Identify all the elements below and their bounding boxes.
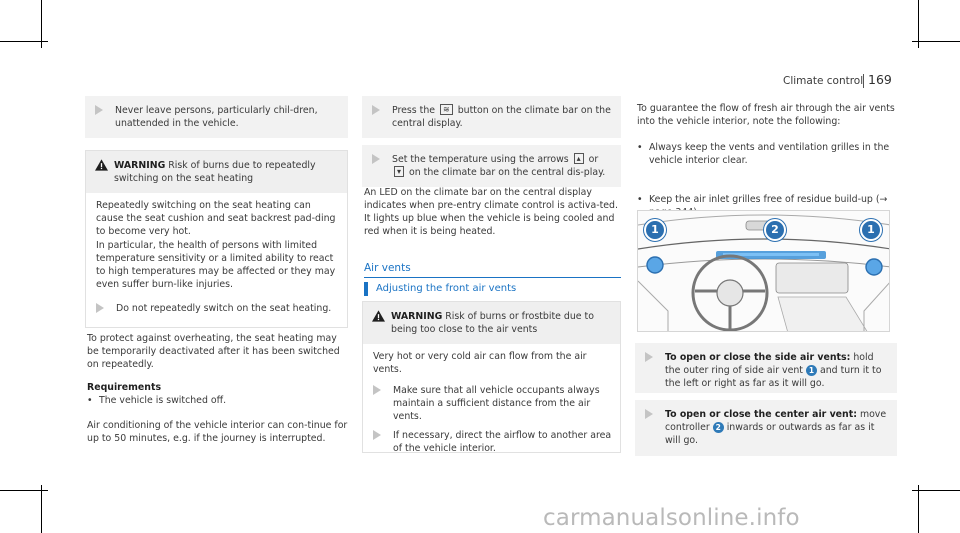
- triangle-right-icon: [373, 430, 381, 440]
- warning-header: [363, 302, 620, 344]
- subsection-heading: Adjusting the front air vents: [376, 283, 517, 294]
- step-text: Press the: [392, 105, 436, 116]
- paragraph-led: An LED on the climate bar on the central display indicates when pre-entry climate control is activa-ted. It lights up blue when the vehicle is being cooled and red when it is being heated.: [364, 187, 618, 237]
- warning-paragraph: Very hot or very cold air can flow from the air vents.: [373, 351, 587, 375]
- arrow-down-icon: ▾: [394, 166, 404, 177]
- warning-header: [86, 151, 347, 193]
- bullet-text: Keep the air inlet grilles free of residue build-up (: [649, 194, 880, 205]
- paragraph-guarantee: To guarantee the flow of fresh air through the air vents into the vehicle interior, note the following:: [637, 103, 895, 127]
- callout-side-vent-right: 1: [860, 219, 882, 241]
- warning-air-vents: [362, 301, 621, 453]
- warning-step: [363, 426, 620, 459]
- warning-step: [363, 382, 620, 426]
- bullet-text: Always keep the vents and ventilation grilles in the vehicle interior clear.: [649, 142, 890, 166]
- subsection-marker: [364, 282, 368, 296]
- step-text: and turn it to the left or right as far as it will go.: [665, 365, 882, 389]
- warning-step-text: Make sure that all vehicle occupants always maintain a sufficient distance from the air vents.: [393, 385, 600, 422]
- paragraph-ac: Air conditioning of the vehicle interior can con-tinue for up to 50 minutes, e.g. if the journey is interrupted.: [87, 420, 348, 444]
- page-number: 169: [868, 72, 892, 87]
- crop-mark: [0, 41, 48, 42]
- warning-label: WARNING: [391, 311, 443, 322]
- warning-triangle-icon: [95, 159, 108, 171]
- warning-label: WARNING: [114, 160, 166, 171]
- warning-step-text: Do not repeatedly switch on the seat heating.: [116, 303, 332, 314]
- triangle-right-icon: [645, 409, 653, 419]
- crop-mark: [912, 41, 960, 42]
- watermark: carmanualsonline.info: [543, 505, 800, 531]
- step-text: inwards or outwards as far as it will go.: [665, 422, 875, 446]
- step-heading: To open or close the side air vents:: [665, 352, 851, 363]
- crop-mark: [912, 490, 960, 491]
- warning-title: Risk of burns due to repeatedly switching on the seat heating: [114, 160, 316, 184]
- dashboard-figure: [637, 210, 890, 332]
- warning-step: [86, 297, 347, 321]
- page-ref-arrow-icon: →: [879, 194, 888, 205]
- step-set-temperature: [362, 145, 621, 187]
- warning-title: Risk of burns or frostbite due to being too close to the air vents: [391, 311, 594, 335]
- arrow-up-icon: ▴: [574, 153, 584, 164]
- callout-ref-2: 2: [713, 422, 724, 433]
- triangle-right-icon: [645, 352, 653, 362]
- triangle-right-icon: [372, 105, 380, 115]
- requirement-text: The vehicle is switched off.: [99, 395, 227, 406]
- bullet-keep-clear: [637, 141, 895, 167]
- step-side-vents: [635, 343, 897, 393]
- step-text: Set the temperature using the arrows: [392, 154, 569, 165]
- header-divider: [863, 74, 864, 88]
- step-press-button: [362, 96, 621, 138]
- warning-triangle-icon: [372, 310, 385, 322]
- crop-mark: [0, 490, 48, 491]
- step-text: on the climate bar on the central dis-play.: [409, 167, 606, 178]
- section-title: Climate control: [783, 75, 864, 87]
- triangle-right-icon: [96, 303, 104, 313]
- paragraph-protect: To protect against overheating, the seat heating may be temporarily deactivated after it has been switched on repeatedly.: [87, 333, 340, 370]
- triangle-right-icon: [373, 385, 381, 395]
- callout-ref-1: 1: [806, 365, 817, 376]
- triangle-right-icon: [95, 105, 103, 115]
- step-text: hold the outer ring of side air vent: [665, 352, 874, 376]
- triangle-right-icon: [372, 154, 380, 164]
- warning-seat-heating: [85, 150, 348, 328]
- step-leave-persons: [85, 96, 348, 138]
- step-heading: To open or close the center air vent:: [665, 409, 857, 420]
- section-heading: Air vents: [364, 262, 411, 274]
- step-text: Never leave persons, particularly chil-dren, unattended in the vehicle.: [115, 105, 318, 129]
- warning-paragraph: Repeatedly switching on the seat heating can cause the seat cushion and seat backrest pad-ding to become very hot.: [96, 200, 336, 237]
- step-text: move controller: [665, 409, 887, 433]
- step-text: or: [588, 154, 599, 165]
- crop-mark: [918, 485, 919, 533]
- requirement-item: [87, 394, 349, 407]
- callout-center-vent: 2: [764, 219, 786, 241]
- callout-side-vent-left: 1: [644, 219, 666, 241]
- crop-mark: [41, 485, 42, 533]
- section-air-vents: [364, 262, 621, 278]
- subsection-front-vents: [364, 282, 621, 295]
- requirements-heading: Requirements: [87, 382, 162, 393]
- step-text: button on the climate bar on the central display.: [392, 105, 611, 129]
- step-center-vent: [635, 400, 897, 456]
- warning-paragraph: In particular, the health of persons with limited temperature sensitivity or a limited ability to react to high temperatures may be affected or they may even suffer burn-like injuries.: [96, 240, 336, 290]
- seat-heating-icon: ≋: [440, 104, 453, 115]
- warning-step-text: If necessary, direct the airflow to another area of the vehicle interior.: [393, 430, 612, 454]
